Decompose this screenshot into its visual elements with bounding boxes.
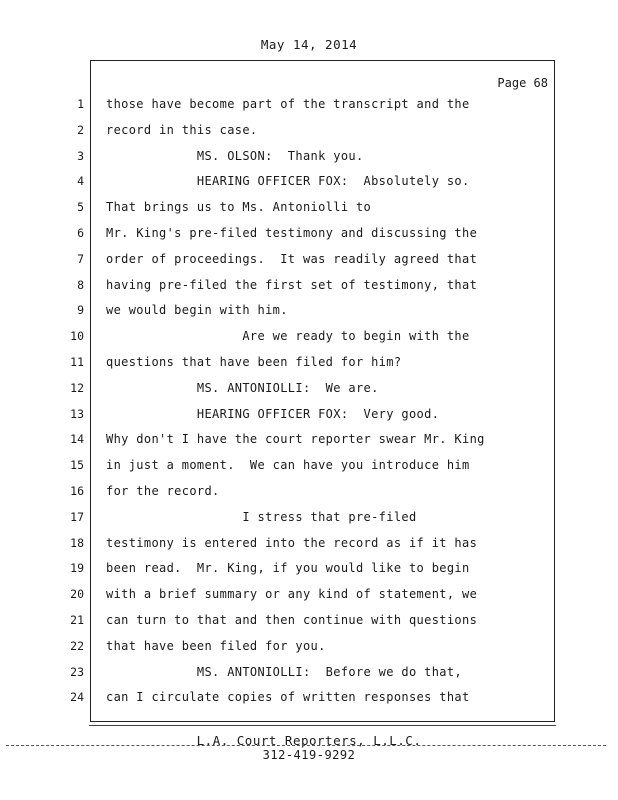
page-number: Page 68 [497,76,548,90]
transcript-line: Mr. King's pre-filed testimony and discussing the [106,225,478,240]
line-number: 19 [70,561,84,576]
transcript-date: May 14, 2014 [260,37,358,52]
transcript-line: order of proceedings. It was readily agreed that [106,251,478,266]
transcript-line: can I circulate copies of written responses that [106,690,470,705]
transcript-line: those have become part of the transcript and the [106,97,470,111]
transcript-line: Why don't I have the court reporter swear Mr. King [106,432,485,447]
line-number: 6 [77,225,84,240]
line-number: 5 [77,200,84,215]
footer-divider [6,745,606,746]
transcript-line: that have been filed for you. [106,638,326,653]
transcript-line: testimony is entered into the record as if it has [106,535,478,550]
transcript-line: we would begin with him. [106,303,288,318]
transcript-body [106,92,546,711]
transcript-line: HEARING OFFICER FOX: Absolutely so. [106,174,470,189]
line-number: 21 [70,612,84,627]
transcript-line: Are we ready to begin with the [106,329,470,344]
transcript-line: MS. ANTONIOLLI: Before we do that, [106,664,463,679]
line-number: 13 [70,406,84,421]
transcript-line: in just a moment. We can have you introduce him [106,458,470,473]
court-reporter-name: L.A. Court Reporters, L.L.C. [196,733,422,748]
line-number: 7 [77,251,84,266]
transcript-line: record in this case. [106,122,258,137]
line-number: 4 [77,174,84,189]
transcript-line: been read. Mr. King, if you would like to begin [106,561,470,576]
line-number: 20 [70,587,84,602]
line-number: 15 [70,458,84,473]
line-number: 23 [70,664,84,679]
line-number: 18 [70,535,84,550]
line-number: 24 [70,690,84,705]
transcript-line: That brings us to Ms. Antoniolli to [106,200,372,215]
transcript-line: HEARING OFFICER FOX: Very good. [106,406,440,421]
line-number: 3 [77,148,84,163]
court-reporter-phone: 312-419-9292 [262,748,356,762]
transcript-line: questions that have been filed for him? [106,354,402,369]
transcript-line: MS. OLSON: Thank you. [106,148,364,163]
line-number: 14 [70,432,84,447]
line-number: 8 [77,277,84,292]
line-number: 11 [70,354,84,369]
transcript-line: for the record. [106,483,220,498]
transcript-line: with a brief summary or any kind of statement, we [106,587,478,602]
line-number: 12 [70,380,84,395]
line-number: 10 [70,329,84,344]
transcript-line: can turn to that and then continue with questions [106,612,478,627]
transcript-line: I stress that pre-filed [106,509,417,524]
transcript-line: having pre-filed the first set of testimony, that [106,277,478,292]
line-number: 2 [77,122,84,137]
line-number: 17 [70,509,84,524]
line-number: 22 [70,638,84,653]
line-number-column [60,92,84,711]
transcript-line: MS. ANTONIOLLI: We are. [106,380,379,395]
line-number: 9 [77,303,84,318]
line-number: 1 [77,97,84,111]
line-number: 16 [70,483,84,498]
